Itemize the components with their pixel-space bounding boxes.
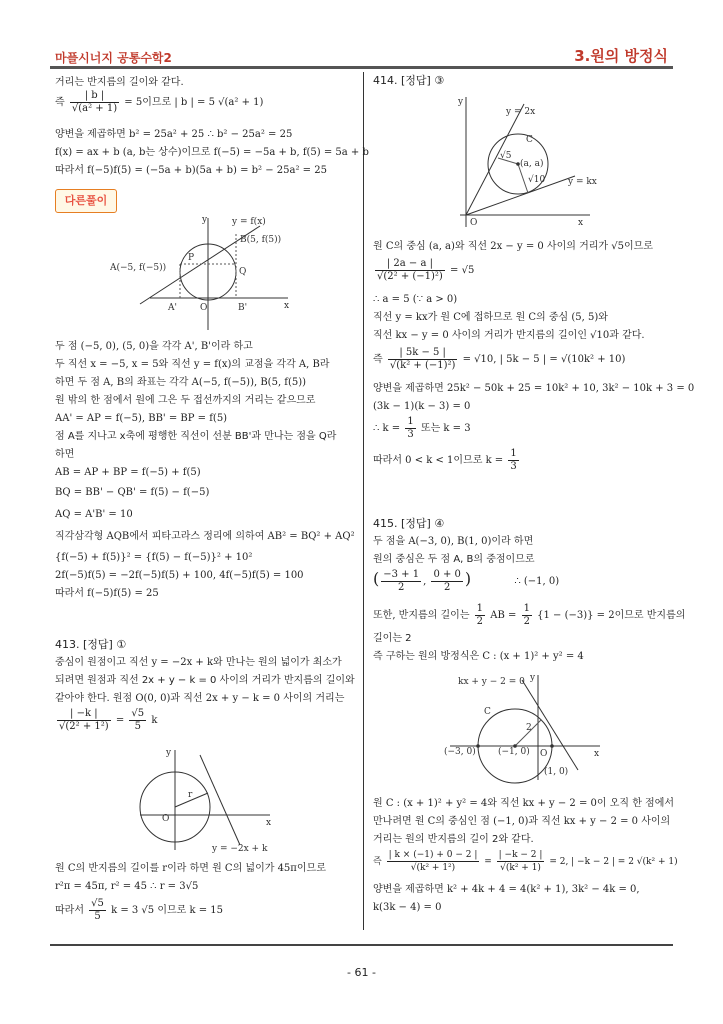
text-line: AA' = AP = f(−5), BB' = BP = f(5) [55, 413, 228, 424]
text-line: 직선 kx − y = 0 사이의 거리가 반지름의 길이인 √10과 같다. [373, 330, 645, 341]
denominator: √(k² + (−1)²) [389, 360, 456, 371]
text: 또한, 반지름의 길이는 [373, 610, 470, 621]
denominator: √(2² + 1²) [59, 721, 109, 732]
text: = √10, | 5k − 5 | = √(10k² + 10) [462, 354, 626, 365]
label-P: P [188, 253, 195, 263]
text-line: k(3k − 4) = 0 [373, 902, 442, 913]
figure-two-lines-circle [450, 92, 610, 232]
footer-rule [50, 944, 673, 946]
numerator: 1 [523, 603, 530, 614]
paren: ( [373, 569, 380, 588]
numerator: | 5k − 5 | [388, 347, 458, 360]
label-m3: (−3, 0) [444, 747, 476, 757]
fraction-line [55, 708, 157, 733]
text-line: 하면 [55, 449, 75, 460]
fraction [70, 90, 119, 115]
text-line: 원의 중심은 두 점 A, B의 중점이므로 [373, 554, 535, 565]
fraction [431, 569, 462, 594]
text: ∴ k = [373, 423, 401, 434]
fraction [387, 849, 480, 874]
denominator: 2 [523, 616, 530, 627]
label-O: O [162, 814, 170, 824]
label-p1: (1, 0) [544, 767, 569, 777]
text: = 5이므로 | b | = 5 √(a² + 1) [124, 97, 264, 108]
text-line: BQ = BB' − QB' = f(5) − f(−5) [55, 487, 210, 498]
text-line: 원 C의 반지름의 길이를 r이라 하면 원 C의 넓이가 45π이므로 [55, 863, 326, 874]
point-m3 [476, 744, 480, 748]
fraction [405, 416, 415, 441]
text: = [484, 857, 492, 867]
text-line: 양변을 제곱하면 b² = 25a² + 25 ∴ b² − 25a² = 25 [55, 129, 293, 140]
label-O: O [540, 749, 548, 759]
fraction-line [55, 898, 223, 923]
text-line: AQ = A'B' = 10 [55, 509, 133, 520]
label-B-prime: B' [238, 303, 248, 313]
text-line: 중심이 원점이고 직선 y = −2x + k와 만나는 원의 넓이가 최소가 [55, 657, 342, 668]
label-B: B(5, f(5)) [240, 235, 282, 245]
denominator: 2 [397, 582, 405, 593]
page-number: - 61 - [347, 966, 376, 979]
fraction [522, 603, 532, 628]
numerator: √5 [91, 898, 104, 909]
text-line: 원 C : (x + 1)² + y² = 4와 직선 kx + y − 2 = 0이 오직 한 점에서 [373, 798, 675, 809]
text-line: 양변을 제곱하면 k² + 4k + 4 = 4(k² + 1), 3k² − 4k = 0, [373, 884, 640, 895]
text: k [151, 715, 158, 726]
fraction [89, 898, 106, 923]
denominator: √(a² + 1) [71, 103, 118, 114]
figure-circle-tangent [440, 670, 610, 785]
problem-413-heading: 413. [정답] ① [55, 638, 127, 651]
label-m1: (−1, 0) [498, 747, 530, 757]
text: 즉 [373, 857, 382, 867]
label-sqrt5: √5 [500, 151, 512, 161]
text-line: 2f(−5)f(5) = −2f(−5)f(5) + 100, 4f(−5)f(5) = 100 [55, 570, 304, 581]
text: 따라서 0 < k < 1이므로 k = [373, 455, 504, 466]
text-line: (3k − 1)(k − 3) = 0 [373, 401, 471, 412]
label-O: O [470, 218, 478, 228]
numerator: | −k | [57, 708, 111, 721]
label-2x: y = 2x [506, 107, 536, 117]
text-line: 만나려면 원 C의 중심인 점 (−1, 0)과 직선 kx + y − 2 = 0 사이의 [373, 816, 671, 827]
figure-circle-origin [130, 745, 280, 855]
text-line: 따라서 f(−5)f(5) = 25 [55, 588, 159, 599]
denominator: √(2² + (−1)²) [377, 271, 443, 282]
label-x: x [284, 301, 290, 311]
text: ∴ (−1, 0) [514, 576, 560, 587]
text-line: 하면 두 점 A, B의 좌표는 각각 A(−5, f(−5)), B(5, f(5)) [55, 377, 307, 388]
text-line: 두 점을 A(−3, 0), B(1, 0)이라 하면 [373, 536, 534, 547]
text-line: 양변을 제곱하면 25k² − 50k + 25 = 10k² + 10, 3k² − 10k + 3 = 0 [373, 383, 695, 394]
denominator: 5 [94, 911, 101, 922]
text-line: 같아야 한다. 원점 O(0, 0)과 직선 2x + y − k = 0 사이의 거리는 [55, 693, 345, 704]
label-A-prime: A' [168, 303, 177, 313]
text-line: r²π = 45π, r² = 45 ∴ r = 3√5 [55, 881, 199, 892]
text: = [115, 715, 125, 726]
label-y: y [166, 748, 172, 758]
text-line: 따라서 f(−5)f(5) = (−5a + b)(5a + b) = b² − 25a² = 25 [55, 165, 327, 176]
label-C: C [484, 707, 491, 717]
label-y: y [530, 673, 536, 683]
label-r: r [188, 790, 193, 800]
numerator: 1 [407, 416, 414, 427]
label-kx: y = kx [568, 177, 597, 187]
denominator: √(k² + 1) [500, 863, 541, 873]
text-line: 거리는 반지름의 길이와 같다. [55, 77, 184, 88]
numerator: 1 [476, 603, 484, 614]
denominator: 5 [134, 721, 141, 732]
header-right: 3.원의 방정식 [574, 47, 668, 65]
text-line: 길이는 2 [373, 633, 412, 644]
denominator: √(k² + 1²) [410, 863, 456, 873]
label-C: C [526, 135, 533, 145]
denominator: 2 [476, 616, 484, 627]
label-x: x [578, 218, 584, 228]
text-line: 원 밖의 한 점에서 원에 그은 두 접선까지의 거리는 같으므로 [55, 395, 316, 406]
line-kx [466, 176, 575, 215]
text-line: 즉 구하는 원의 방정식은 C : (x + 1)² + y² = 4 [373, 651, 584, 662]
fraction [375, 258, 445, 283]
text: k = 3 √5 이므로 k = 15 [111, 905, 224, 916]
text-line: 되려면 원점과 직선 2x + y − k = 0 사이의 거리가 반지름의 길이와 [55, 675, 355, 686]
fraction-line [373, 347, 625, 372]
text: = √5 [450, 265, 475, 276]
label-curve: y = f(x) [232, 217, 266, 227]
numerator: √5 [131, 708, 145, 719]
fraction-line [373, 849, 678, 874]
fraction [475, 603, 485, 628]
header-left: 마플시너지 공통수학2 [55, 51, 172, 65]
label-Q: Q [239, 267, 247, 277]
line-2x [466, 104, 524, 215]
denominator: 3 [510, 461, 517, 472]
text: 또는 k = 3 [420, 423, 471, 434]
fraction [508, 448, 518, 473]
midpoint-line: ( $\frac{-3 + 1}{2}$ , $\frac{0 + 0}{2}$ ) ∴ (−1, 0) [373, 569, 560, 593]
text: 즉 [55, 97, 65, 108]
text-line: 거리는 원의 반지름의 길이 2와 같다. [373, 834, 534, 845]
fraction-line [373, 416, 471, 441]
label-two: 2 [526, 723, 532, 733]
text: AB = [490, 610, 517, 621]
numerator: | k × (−1) + 0 − 2 | [388, 850, 478, 860]
label-y: y [202, 215, 208, 225]
text: 즉 [373, 354, 383, 365]
point-1 [550, 744, 554, 748]
problem-415-heading: 415. [정답] ④ [373, 517, 445, 530]
label-center: (a, a) [520, 159, 544, 169]
fraction-line [373, 603, 685, 628]
denominator: 2 [444, 582, 451, 593]
numerator: | −k − 2 | [498, 850, 543, 860]
label-line: y = −2x + k [212, 844, 268, 854]
fraction [381, 569, 421, 594]
problem-414-heading: 414. [정답] ③ [373, 74, 445, 87]
fraction-line [373, 258, 474, 283]
label-line: kx + y − 2 = 0 [458, 677, 525, 687]
fraction [388, 347, 458, 372]
label-y: y [458, 97, 464, 107]
text: 따라서 [55, 905, 84, 916]
text-line: {f(−5) + f(5)}² = {f(5) − f(−5)}² + 10² [55, 552, 253, 563]
text-line: 두 직선 x = −5, x = 5와 직선 y = f(x)의 교점을 각각 A, B라 [55, 359, 330, 370]
numerator: −3 + 1 [383, 569, 420, 580]
label-sqrt10: √10 [528, 175, 546, 185]
numerator: 1 [510, 448, 517, 459]
text: = 2, | −k − 2 | = 2 √(k² + 1) [549, 857, 678, 867]
text-line: 직선 y = kx가 원 C에 접하므로 원 C의 중심 (5, 5)와 [373, 312, 608, 323]
fraction-line [373, 448, 521, 473]
denominator: 3 [407, 429, 414, 440]
paren: ) [464, 569, 472, 588]
fraction-line [55, 90, 263, 115]
figure-tangent-circle [110, 212, 300, 332]
label-x: x [594, 749, 600, 759]
label-O: O [200, 303, 208, 313]
alt-solution-badge: 다른풀이 [55, 189, 117, 213]
header-rule [50, 66, 673, 69]
text-line: AB = AP + BP = f(−5) + f(5) [55, 467, 201, 478]
numerator: 0 + 0 [433, 569, 461, 580]
text-line: f(x) = ax + b (a, b는 상수)이므로 f(−5) = −5a + b, f(5) = 5a + b [55, 147, 369, 158]
label-x: x [266, 818, 272, 828]
fraction [129, 708, 146, 733]
column-divider [363, 72, 364, 930]
label-A: A(−5, f(−5)) [110, 263, 167, 273]
numerator: | b | [70, 90, 119, 103]
text-line: 직각삼각형 AQB에서 피타고라스 정리에 의하여 AB² = BQ² + AQ² [55, 531, 355, 542]
numerator: | 2a − a | [375, 258, 445, 271]
fraction [497, 849, 545, 874]
tangent-line [200, 755, 240, 845]
text-line: 점 A를 지나고 x축에 평행한 직선이 선분 BB'과 만나는 점을 Q라 [55, 431, 337, 442]
text-line: 두 점 (−5, 0), (5, 0)을 각각 A', B'이라 하고 [55, 341, 253, 352]
fraction [57, 708, 111, 733]
text: {1 − (−3)} = 2이므로 반지름의 [537, 610, 686, 621]
text-line: ∴ a = 5 (∵ a > 0) [373, 294, 458, 305]
text-line: 원 C의 중심 (a, a)와 직선 2x − y = 0 사이의 거리가 √5이므로 [373, 241, 653, 252]
